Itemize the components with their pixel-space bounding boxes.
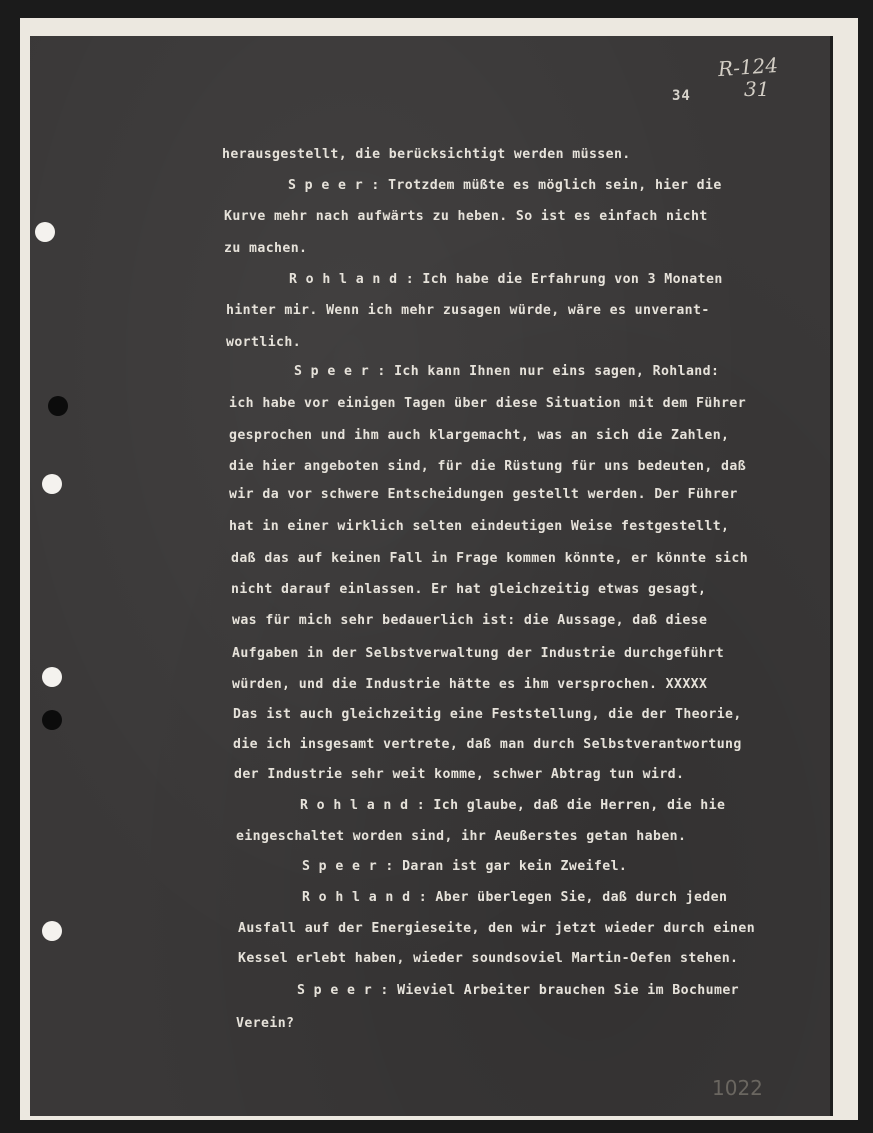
text-line: Aufgaben in der Selbstverwaltung der Industrie durchgeführt <box>232 646 725 661</box>
text-line: Das ist auch gleichzeitig eine Feststellung, die der Theorie, <box>233 707 742 722</box>
speaker-line: S p e e r : Daran ist gar kein Zweifel. <box>302 859 628 874</box>
text-line: hinter mir. Wenn ich mehr zusagen würde, wäre es unverant- <box>226 303 710 318</box>
punch-hole <box>42 921 62 941</box>
text-line: Kessel erlebt haben, wieder soundsoviel Martin-Oefen stehen. <box>238 951 739 966</box>
punch-hole <box>48 396 68 416</box>
speaker-line: R o h l a n d : Ich habe die Erfahrung von 3 Monaten <box>289 272 723 287</box>
speaker-line: S p e e r : Ich kann Ihnen nur eins sagen, Rohland: <box>294 364 720 379</box>
punch-hole <box>35 222 55 242</box>
speaker-line: R o h l a n d : Ich glaube, daß die Herren, die hie <box>300 798 726 813</box>
text-line: die hier angeboten sind, für die Rüstung für uns bedeuten, daß <box>229 459 747 474</box>
archive-mark-line1: R-124 <box>717 52 779 82</box>
text-line: wir da vor schwere Entscheidungen gestellt werden. Der Führer <box>229 487 738 502</box>
text-line: die ich insgesamt vertrete, daß man durch Selbstverantwortung <box>233 737 742 752</box>
punch-hole <box>42 667 62 687</box>
text-line: eingeschaltet worden sind, ihr Aeußerstes getan haben. <box>236 829 687 844</box>
text-line: herausgestellt, die berücksichtigt werden müssen. <box>222 147 631 162</box>
text-line: daß das auf keinen Fall in Frage kommen könnte, er könnte sich <box>231 551 749 566</box>
page-number: 34 <box>672 88 691 104</box>
text-line: der Industrie sehr weit komme, schwer Abtrag tun wird. <box>234 767 685 782</box>
text-line: zu machen. <box>224 241 308 256</box>
speaker-line: S p e e r : Wieviel Arbeiter brauchen Sie im Bochumer <box>297 983 739 998</box>
text-line: ich habe vor einigen Tagen über diese Situation mit dem Führer <box>229 396 747 411</box>
text-line: hat in einer wirklich selten eindeutigen Weise festgestellt, <box>229 519 730 534</box>
text-line: Kurve mehr nach aufwärts zu heben. So ist es einfach nicht <box>224 209 708 224</box>
archive-mark-line2: 31 <box>744 77 770 101</box>
text-line: gesprochen und ihm auch klargemacht, was an sich die Zahlen, <box>229 428 730 443</box>
punch-hole <box>42 474 62 494</box>
punch-hole <box>42 710 62 730</box>
speaker-line: S p e e r : Trotzdem müßte es möglich sein, hier die <box>288 178 722 193</box>
text-line: Ausfall auf der Energieseite, den wir jetzt wieder durch einen <box>238 921 756 936</box>
text-line: was für mich sehr bedauerlich ist: die Aussage, daß diese <box>232 613 708 628</box>
text-line: Verein? <box>236 1016 295 1031</box>
stamp-number: 1022 <box>712 1076 763 1100</box>
text-line: nicht darauf einlassen. Er hat gleichzeitig etwas gesagt, <box>231 582 707 597</box>
archive-mark <box>717 52 779 101</box>
text-line: würden, und die Industrie hätte es ihm versprochen. XXXXX <box>232 677 708 692</box>
text-line: wortlich. <box>226 335 302 350</box>
speaker-line: R o h l a n d : Aber überlegen Sie, daß durch jeden <box>302 890 728 905</box>
